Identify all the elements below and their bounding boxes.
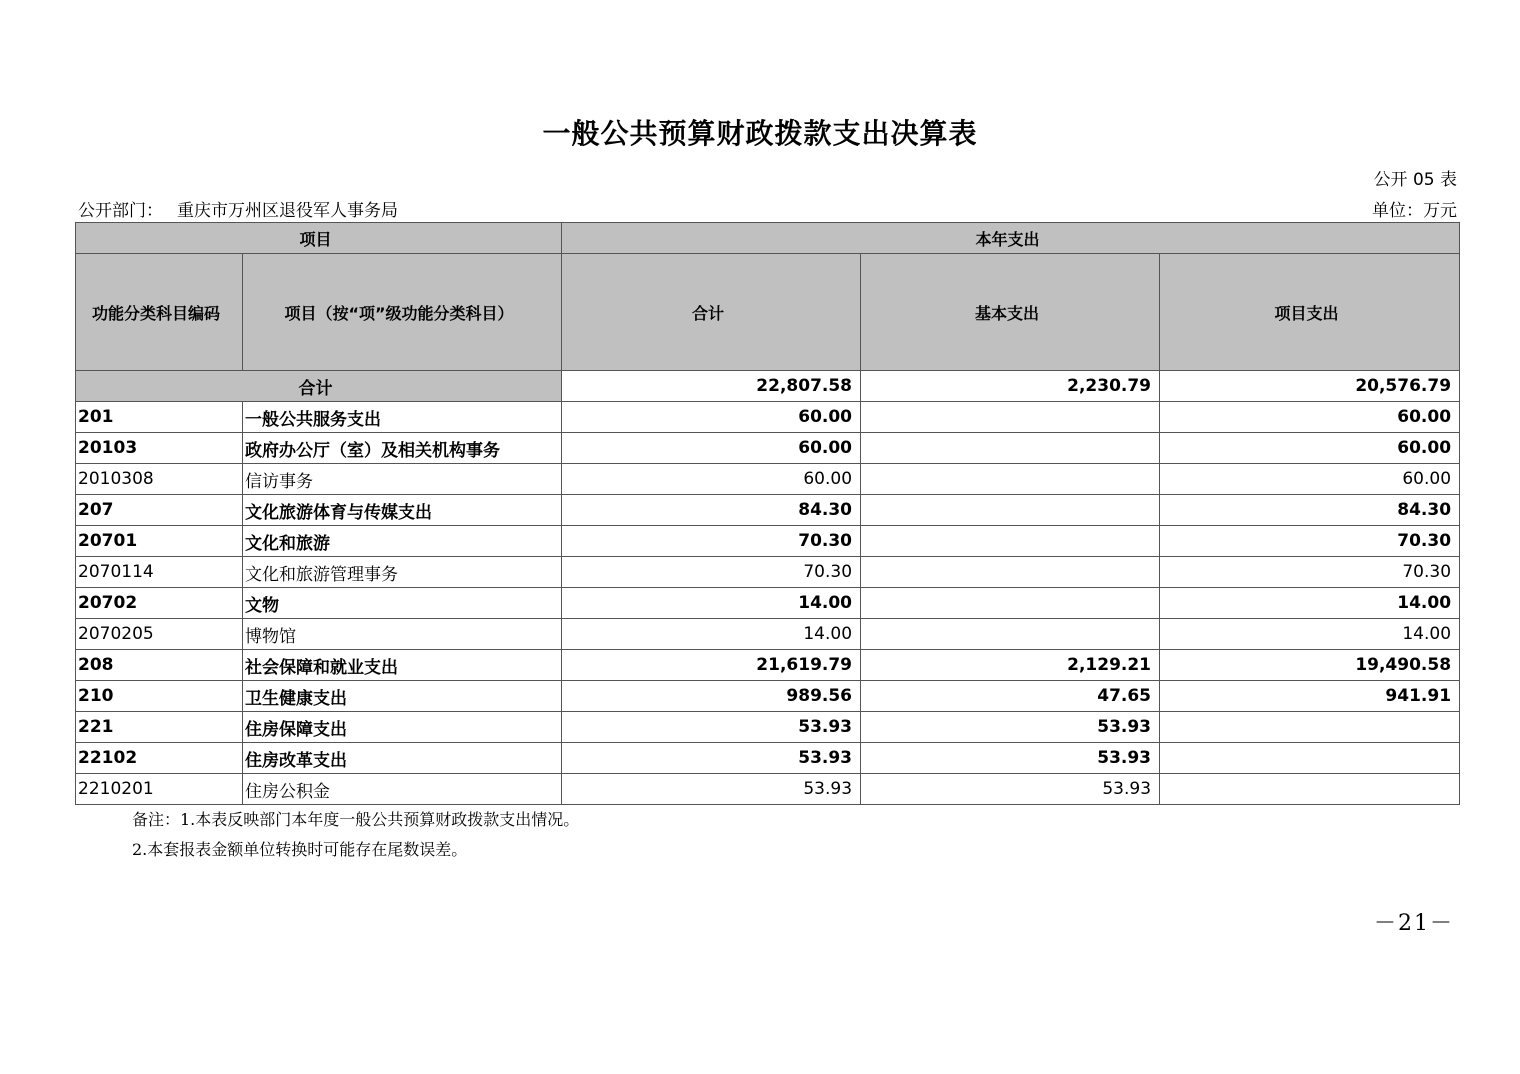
- row-project: 60.00: [1160, 464, 1460, 495]
- row-basic: [861, 588, 1160, 619]
- expenditure-table: [75, 222, 1460, 805]
- row-name: 社会保障和就业支出: [243, 650, 562, 681]
- row-project: 60.00: [1160, 402, 1460, 433]
- row-name: 住房公积金: [243, 774, 562, 805]
- table-row: [76, 650, 1460, 681]
- row-project: 14.00: [1160, 619, 1460, 650]
- row-code: 208: [76, 650, 243, 681]
- row-total: 14.00: [562, 619, 861, 650]
- row-code: 22102: [76, 743, 243, 774]
- row-project: [1160, 774, 1460, 805]
- row-name: 住房改革支出: [243, 743, 562, 774]
- header-current-year: 本年支出: [562, 223, 1460, 254]
- note-line: 2.本套报表金额单位转换时可能存在尾数误差。: [132, 840, 468, 859]
- row-basic: [861, 495, 1160, 526]
- summary-row: [76, 371, 1460, 402]
- row-code: 2070114: [76, 557, 243, 588]
- department-label: 公开部门：: [78, 201, 163, 221]
- row-project: 14.00: [1160, 588, 1460, 619]
- row-basic: 53.93: [861, 774, 1160, 805]
- row-code: 210: [76, 681, 243, 712]
- row-total: 53.93: [562, 774, 861, 805]
- table-row: [76, 557, 1460, 588]
- table-row: [76, 619, 1460, 650]
- department-name: 重庆市万州区退役军人事务局: [177, 201, 398, 221]
- row-code: 2210201: [76, 774, 243, 805]
- row-basic: [861, 433, 1160, 464]
- table-row: [76, 712, 1460, 743]
- row-project: 941.91: [1160, 681, 1460, 712]
- row-project: 70.30: [1160, 557, 1460, 588]
- table-row: [76, 495, 1460, 526]
- row-basic: [861, 619, 1160, 650]
- row-project: 60.00: [1160, 433, 1460, 464]
- row-basic: [861, 402, 1160, 433]
- row-total: 70.30: [562, 557, 861, 588]
- row-project: 19,490.58: [1160, 650, 1460, 681]
- table-row: [76, 433, 1460, 464]
- row-basic: 47.65: [861, 681, 1160, 712]
- note-line: 备注：1.本表反映部门本年度一般公共预算财政拨款支出情况。: [132, 810, 580, 829]
- table-row: [76, 681, 1460, 712]
- row-name: 文化和旅游: [243, 526, 562, 557]
- header-project-expense: 项目支出: [1160, 254, 1460, 371]
- row-name: 一般公共服务支出: [243, 402, 562, 433]
- row-code: 207: [76, 495, 243, 526]
- row-name: 卫生健康支出: [243, 681, 562, 712]
- summary-label: 合计: [76, 371, 562, 402]
- row-total: 14.00: [562, 588, 861, 619]
- row-basic: 53.93: [861, 712, 1160, 743]
- row-name: 文化旅游体育与传媒支出: [243, 495, 562, 526]
- header-basic: 基本支出: [861, 254, 1160, 371]
- row-project: [1160, 743, 1460, 774]
- header-total: 合计: [562, 254, 861, 371]
- table-row: [76, 526, 1460, 557]
- row-project: 70.30: [1160, 526, 1460, 557]
- table-row: [76, 464, 1460, 495]
- row-total: 53.93: [562, 743, 861, 774]
- row-code: 221: [76, 712, 243, 743]
- header-code: 功能分类科目编码: [76, 254, 243, 371]
- row-total: 53.93: [562, 712, 861, 743]
- summary-total: 22,807.58: [562, 371, 861, 402]
- row-code: 201: [76, 402, 243, 433]
- row-basic: [861, 464, 1160, 495]
- summary-basic: 2,230.79: [861, 371, 1160, 402]
- row-basic: 2,129.21: [861, 650, 1160, 681]
- row-code: 2010308: [76, 464, 243, 495]
- row-code: 20701: [76, 526, 243, 557]
- row-basic: [861, 557, 1160, 588]
- department-line: [78, 196, 398, 221]
- row-total: 60.00: [562, 433, 861, 464]
- row-name: 文化和旅游管理事务: [243, 557, 562, 588]
- header-project: 项目: [76, 223, 562, 254]
- row-name: 信访事务: [243, 464, 562, 495]
- row-total: 60.00: [562, 464, 861, 495]
- row-total: 84.30: [562, 495, 861, 526]
- row-total: 70.30: [562, 526, 861, 557]
- row-project: [1160, 712, 1460, 743]
- page-number: －21－: [1374, 911, 1454, 936]
- table-row: [76, 774, 1460, 805]
- table-row: [76, 588, 1460, 619]
- row-name: 政府办公厅（室）及相关机构事务: [243, 433, 562, 464]
- row-code: 2070205: [76, 619, 243, 650]
- summary-project: 20,576.79: [1160, 371, 1460, 402]
- table-row: [76, 743, 1460, 774]
- row-total: 989.56: [562, 681, 861, 712]
- row-code: 20702: [76, 588, 243, 619]
- unit-label: 单位：万元: [1372, 201, 1457, 221]
- row-project: 84.30: [1160, 495, 1460, 526]
- row-total: 21,619.79: [562, 650, 861, 681]
- row-name: 博物馆: [243, 619, 562, 650]
- row-name: 文物: [243, 588, 562, 619]
- row-basic: 53.93: [861, 743, 1160, 774]
- header-item: 项目（按“项”级功能分类科目）: [243, 254, 562, 371]
- row-code: 20103: [76, 433, 243, 464]
- row-basic: [861, 526, 1160, 557]
- row-name: 住房保障支出: [243, 712, 562, 743]
- form-number: 公开 05 表: [1373, 170, 1457, 190]
- row-total: 60.00: [562, 402, 861, 433]
- page-title: 一般公共预算财政拨款支出决算表: [542, 117, 978, 150]
- table-row: [76, 402, 1460, 433]
